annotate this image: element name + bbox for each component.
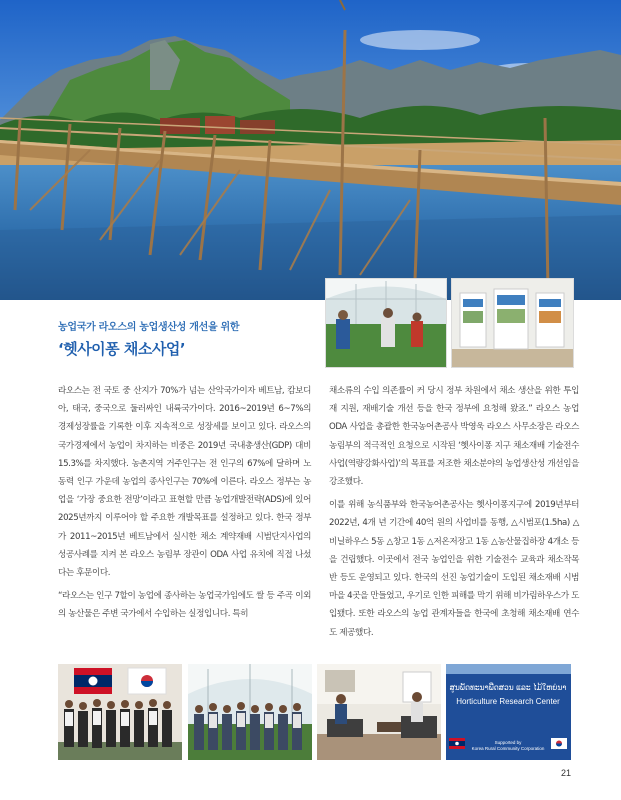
hero-photo-bamboo-bridge — [0, 0, 621, 300]
sign-caption-1: Supported by — [494, 740, 522, 745]
body-paragraph: 채소류의 수입 의존률이 커 당시 정부 차원에서 채소 생산을 위한 투입재 지원, 재배기술 개선 등을 한국 정부에 요청해 왔죠.” 라오스 농업 ODA 사업을 총괄한 한국농어촌공사 박영욱 라오스 사무소장은 라오스 농림부의 적극적인 요청으로 시작된 ‘헷사이퐁 지구 채소재배 기술전수사업(역량강화사업)’의 목표를 저조한 채소분야의 농업생산성 개선임을 강조했다. — [329, 386, 579, 488]
greenhouse-training-photo — [325, 278, 447, 368]
horticulture-center-sign-photo — [446, 664, 571, 760]
body-paragraph: “라오스는 인구 7할이 농업에 종사하는 농업국가임에도 쌀 등 주곡 이외의 농산물은 주변 국가에서 수입하는 실정입니다. 특히 — [58, 591, 311, 620]
exhibition-panels-photo — [451, 278, 574, 368]
body-paragraph: 라오스는 전 국토 중 산지가 70%가 넘는 산악국가이자 베트남, 캄보디아, 태국, 중국으로 둘러싸인 내륙국가이다. 2016~2019년 6~7%의 경제성장률을 기록한 이후 지속적으로 성장세를 보이고 있다. 라오스의 국가경제에서 농업이 차지하는 비중은 2019년 국내총생산(GDP) 대비 15.3%를 차지했다. 농촌지역 거주인구는 전 인구의 67%에 달하며 노동력 인구 가운데 농업의 종사인구는 70%에 이른다. 라오스 정부는 농업을 ‘가장 중요한 전망’이라고 표현할 만큼 농업개발전략(ADS)에 있어 2025년까지 이루어야 할 주요한 개발목표를 설정하고 있다. 한국 정부가 2011~2015년 베트남에서 실시한 채소 계약재배 시범단지사업의 성공사례를 지켜 본 라오스 농림부 장관이 ODA 사업 유치에 직접 나섰다는 후문이다. — [58, 386, 311, 579]
body-column-left — [58, 382, 311, 629]
body-column-right — [329, 382, 579, 647]
body-paragraph: 이를 위해 농식품부와 한국농어촌공사는 헷사이퐁지구에 2019년부터 2022년, 4개 년 기간에 40억 원의 사업비를 동행, △시범포(1.5ha) △비닐하우스 5동 △창고 1동 △저온저장고 1동 △농산물집하장 4개소 등을 건립했다. 이곳에서 전국 농업인을 위한 기술전수 교육과 채소작목반 등도 운영되고 있다. 한국의 선진 농업기술이 도입된 채소재배 시범마을 4곳을 만들었고, 우기로 인한 피해를 막기 위해 비가림하우스가 도입됐다. 또한 라오스의 농업 관계자들을 한국에 초청해 채소재배 연수도 제공했다. — [329, 500, 579, 638]
office-meeting-photo — [317, 664, 441, 760]
sign-caption-2: Korea Rural Community Corporation — [471, 746, 545, 751]
sign-english-text: Horticulture Research Center — [456, 697, 560, 706]
greenhouse-group-photo — [188, 664, 312, 760]
headline-kicker: 농업국가 라오스의 농업생산성 개선을 위한 — [58, 322, 240, 333]
article-headline — [58, 318, 318, 359]
sign-lao-text: ສູນພັດທະນາພືດສວນ ແລະ ໄມ້ໃຫຍ່ນາ — [449, 683, 567, 692]
group-photo-flags — [58, 664, 182, 760]
page-number: 21 — [561, 768, 572, 778]
headline-title: ‘헷사이퐁 채소사업’ — [58, 340, 186, 358]
